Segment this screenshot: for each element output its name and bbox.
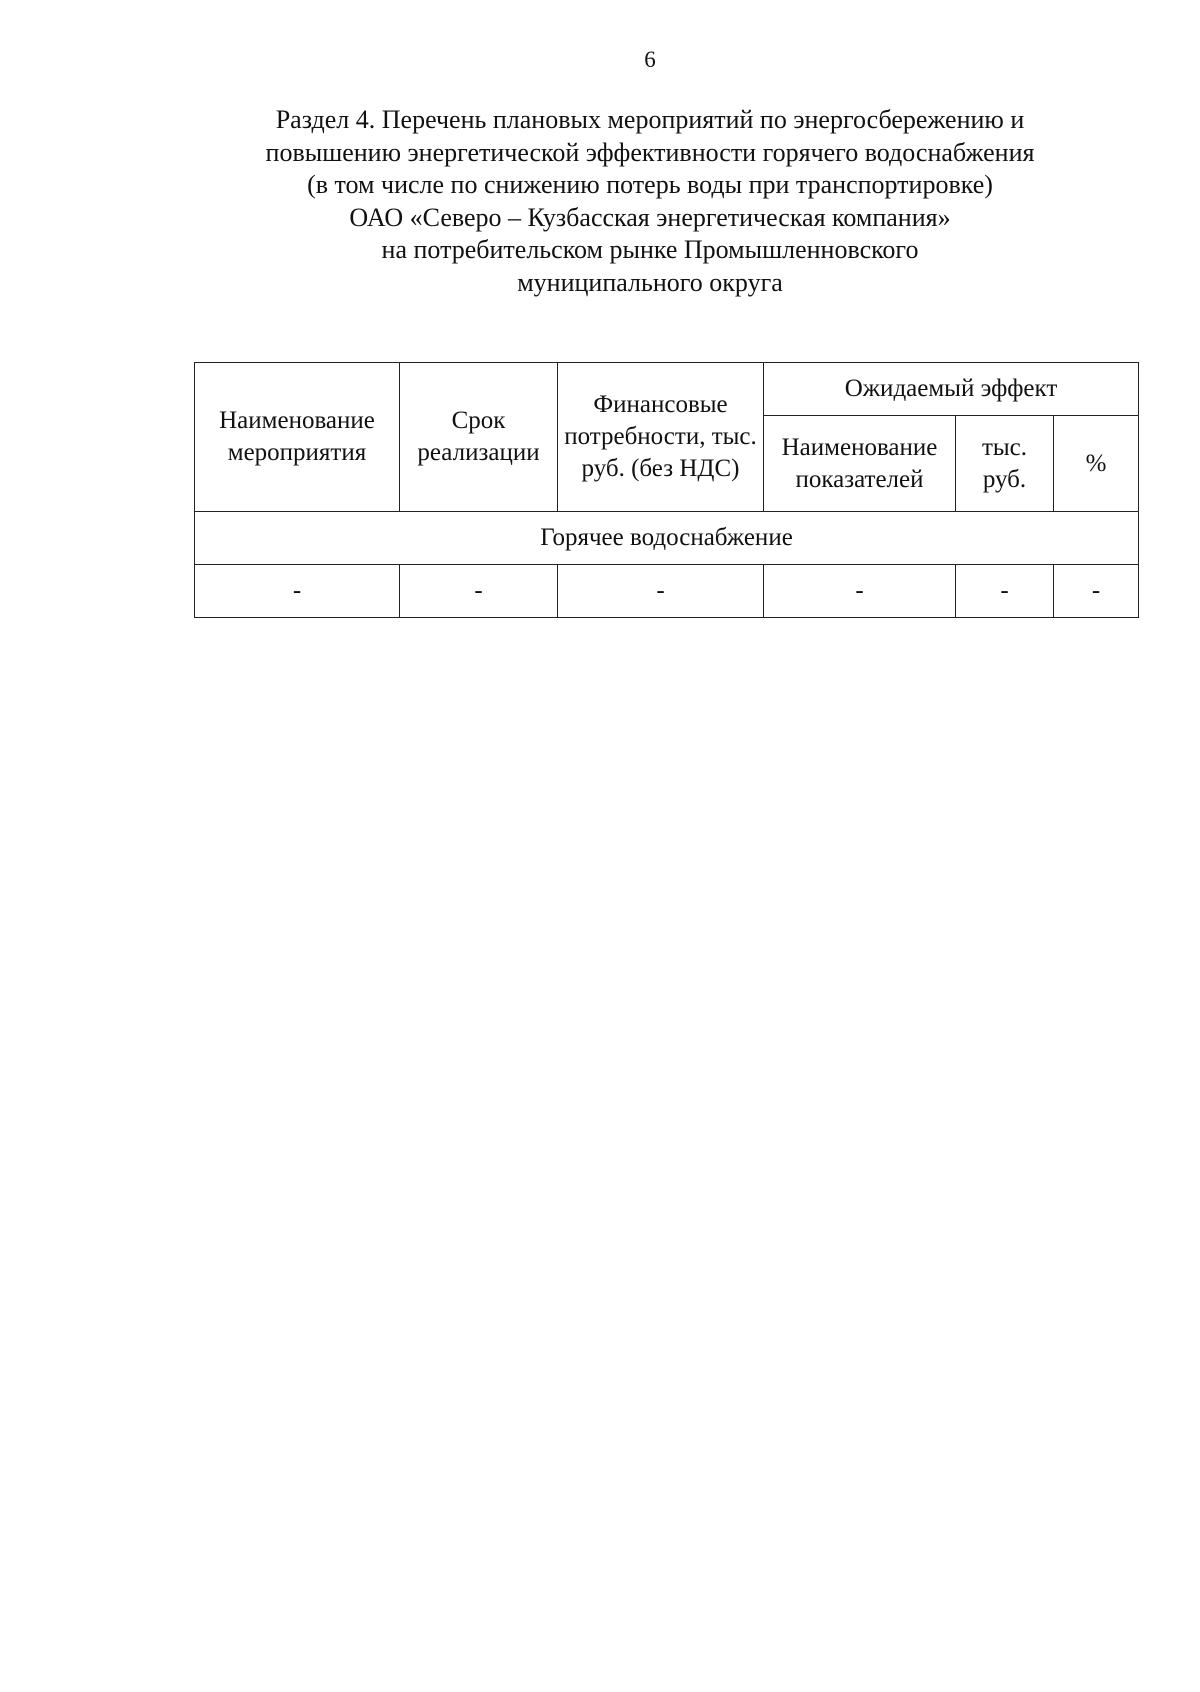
table-row: [195, 565, 1139, 618]
title-line-4: ОАО «Северо – Кузбасская энергетическая компания»: [349, 202, 951, 232]
header-percent: %: [1054, 416, 1139, 512]
cell-percent: -: [1054, 565, 1139, 618]
title-line-5: на потребительском рынке Промышленновского: [381, 235, 919, 265]
header-term: Срок реализации: [400, 363, 558, 512]
header-measure-name: Наименование мероприятия: [195, 363, 400, 512]
title-line-3: (в том числе по снижению потерь воды при транспортировке): [307, 170, 993, 200]
title-line-1: Раздел 4. Перечень плановых мероприятий по энергосбережению и: [275, 105, 1025, 134]
cell-measure-name: -: [195, 565, 400, 618]
header-thousand-rub: тыс. руб.: [956, 416, 1054, 512]
header-expected-effect: Ожидаемый эффект: [764, 363, 1139, 416]
table-section-row: [195, 512, 1139, 565]
header-finance: Финансовые потребности, тыс. руб. (без НДС): [558, 363, 764, 512]
table-header-row: [195, 363, 1139, 416]
section-title: Горячее водоснабжение: [195, 512, 1139, 565]
document-title: [150, 104, 1150, 300]
page-number: 6: [644, 47, 656, 72]
title-line-6: муниципального округа: [517, 267, 783, 297]
cell-finance: -: [558, 565, 764, 618]
measures-table: [194, 362, 1139, 618]
cell-term: -: [400, 565, 558, 618]
cell-thousand-rub: -: [956, 565, 1054, 618]
title-line-2: повышению энергетической эффективности горячего водоснабжения: [265, 137, 1035, 167]
cell-indicator-name: -: [764, 565, 956, 618]
header-indicator-name: Наименование показателей: [764, 416, 956, 512]
